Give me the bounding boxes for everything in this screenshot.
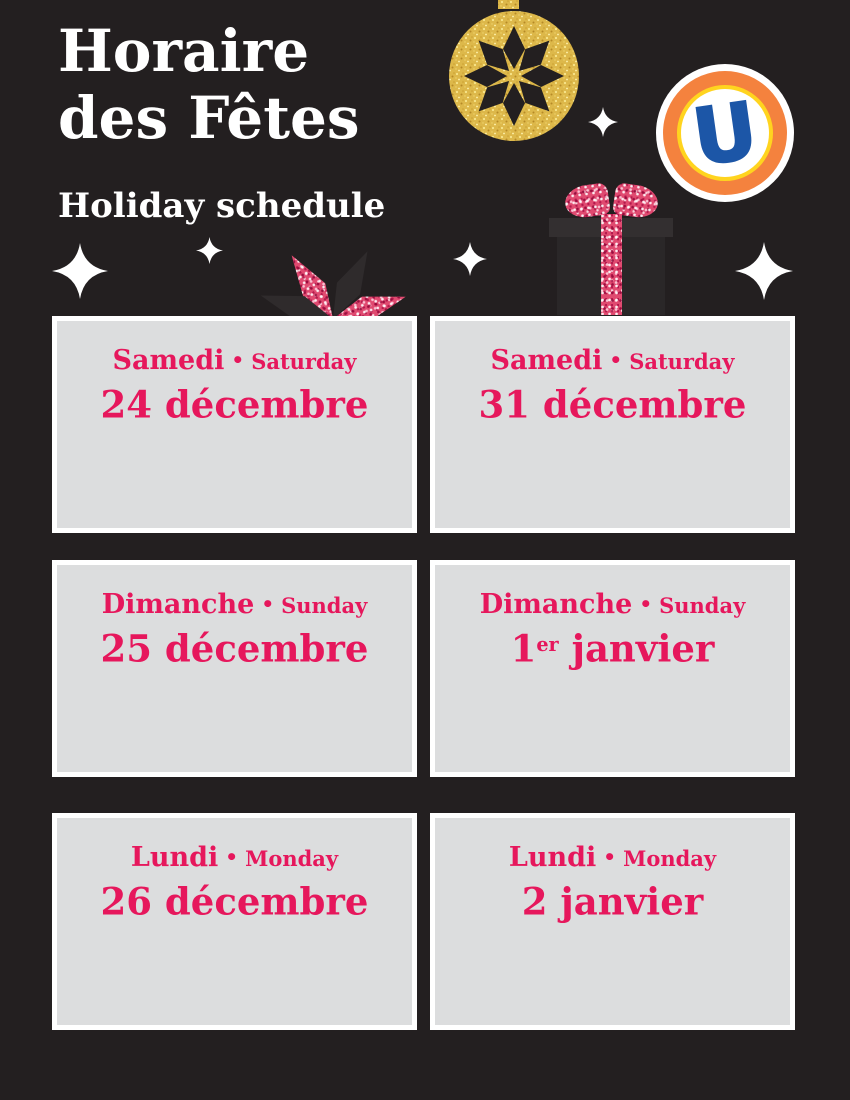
title-line-1: Horaire: [58, 17, 310, 85]
card-day-label: [435, 841, 790, 875]
bullet-separator: •: [225, 845, 239, 869]
day-fr: Dimanche: [101, 589, 255, 620]
day-en: Sunday: [281, 593, 368, 618]
day-fr: Lundi: [130, 842, 219, 873]
bullet-separator: •: [639, 592, 653, 616]
card-date: 25 décembre: [100, 626, 369, 671]
christmas-ornament-icon: [446, 0, 582, 146]
day-en: Saturday: [629, 349, 735, 374]
card-day-label: [57, 841, 412, 875]
card-24-decembre: [52, 316, 417, 533]
bullet-separator: •: [261, 592, 275, 616]
logo-letter: U: [687, 86, 763, 184]
day-en: Monday: [245, 846, 339, 871]
bullet-separator: •: [231, 348, 245, 372]
card-day-label: [435, 588, 790, 622]
card-date: 2 janvier: [521, 879, 704, 924]
page-title: [58, 18, 360, 152]
sparkle-icon: [735, 242, 793, 300]
bullet-separator: •: [603, 845, 617, 869]
title-line-2: des Fêtes: [58, 84, 360, 152]
day-en: Monday: [623, 846, 717, 871]
card-26-decembre: [52, 813, 417, 1030]
day-fr: Samedi: [112, 345, 225, 376]
day-fr: Samedi: [490, 345, 603, 376]
card-25-decembre: [52, 560, 417, 777]
u-brand-logo: [654, 62, 796, 208]
subtitle: Holiday schedule: [58, 186, 386, 226]
bullet-separator: •: [609, 348, 623, 372]
card-day-label: [57, 588, 412, 622]
sparkle-icon: [453, 242, 487, 276]
day-fr: Lundi: [508, 842, 597, 873]
card-day-label: [57, 344, 412, 378]
card-2-janvier: [430, 813, 795, 1030]
card-31-decembre: [430, 316, 795, 533]
gift-ribbon: [601, 214, 622, 315]
card-date: 24 décembre: [100, 382, 369, 427]
day-en: Saturday: [251, 349, 357, 374]
sparkle-icon: [196, 237, 223, 264]
card-day-label: [435, 344, 790, 378]
sparkle-icon: [52, 243, 108, 299]
day-fr: Dimanche: [479, 589, 633, 620]
day-en: Sunday: [659, 593, 746, 618]
sparkle-icon: [588, 107, 618, 137]
card-1er-janvier: [430, 560, 795, 777]
card-date: 26 décembre: [100, 879, 369, 924]
card-date: 1er janvier: [510, 626, 715, 671]
card-date: 31 décembre: [478, 382, 747, 427]
